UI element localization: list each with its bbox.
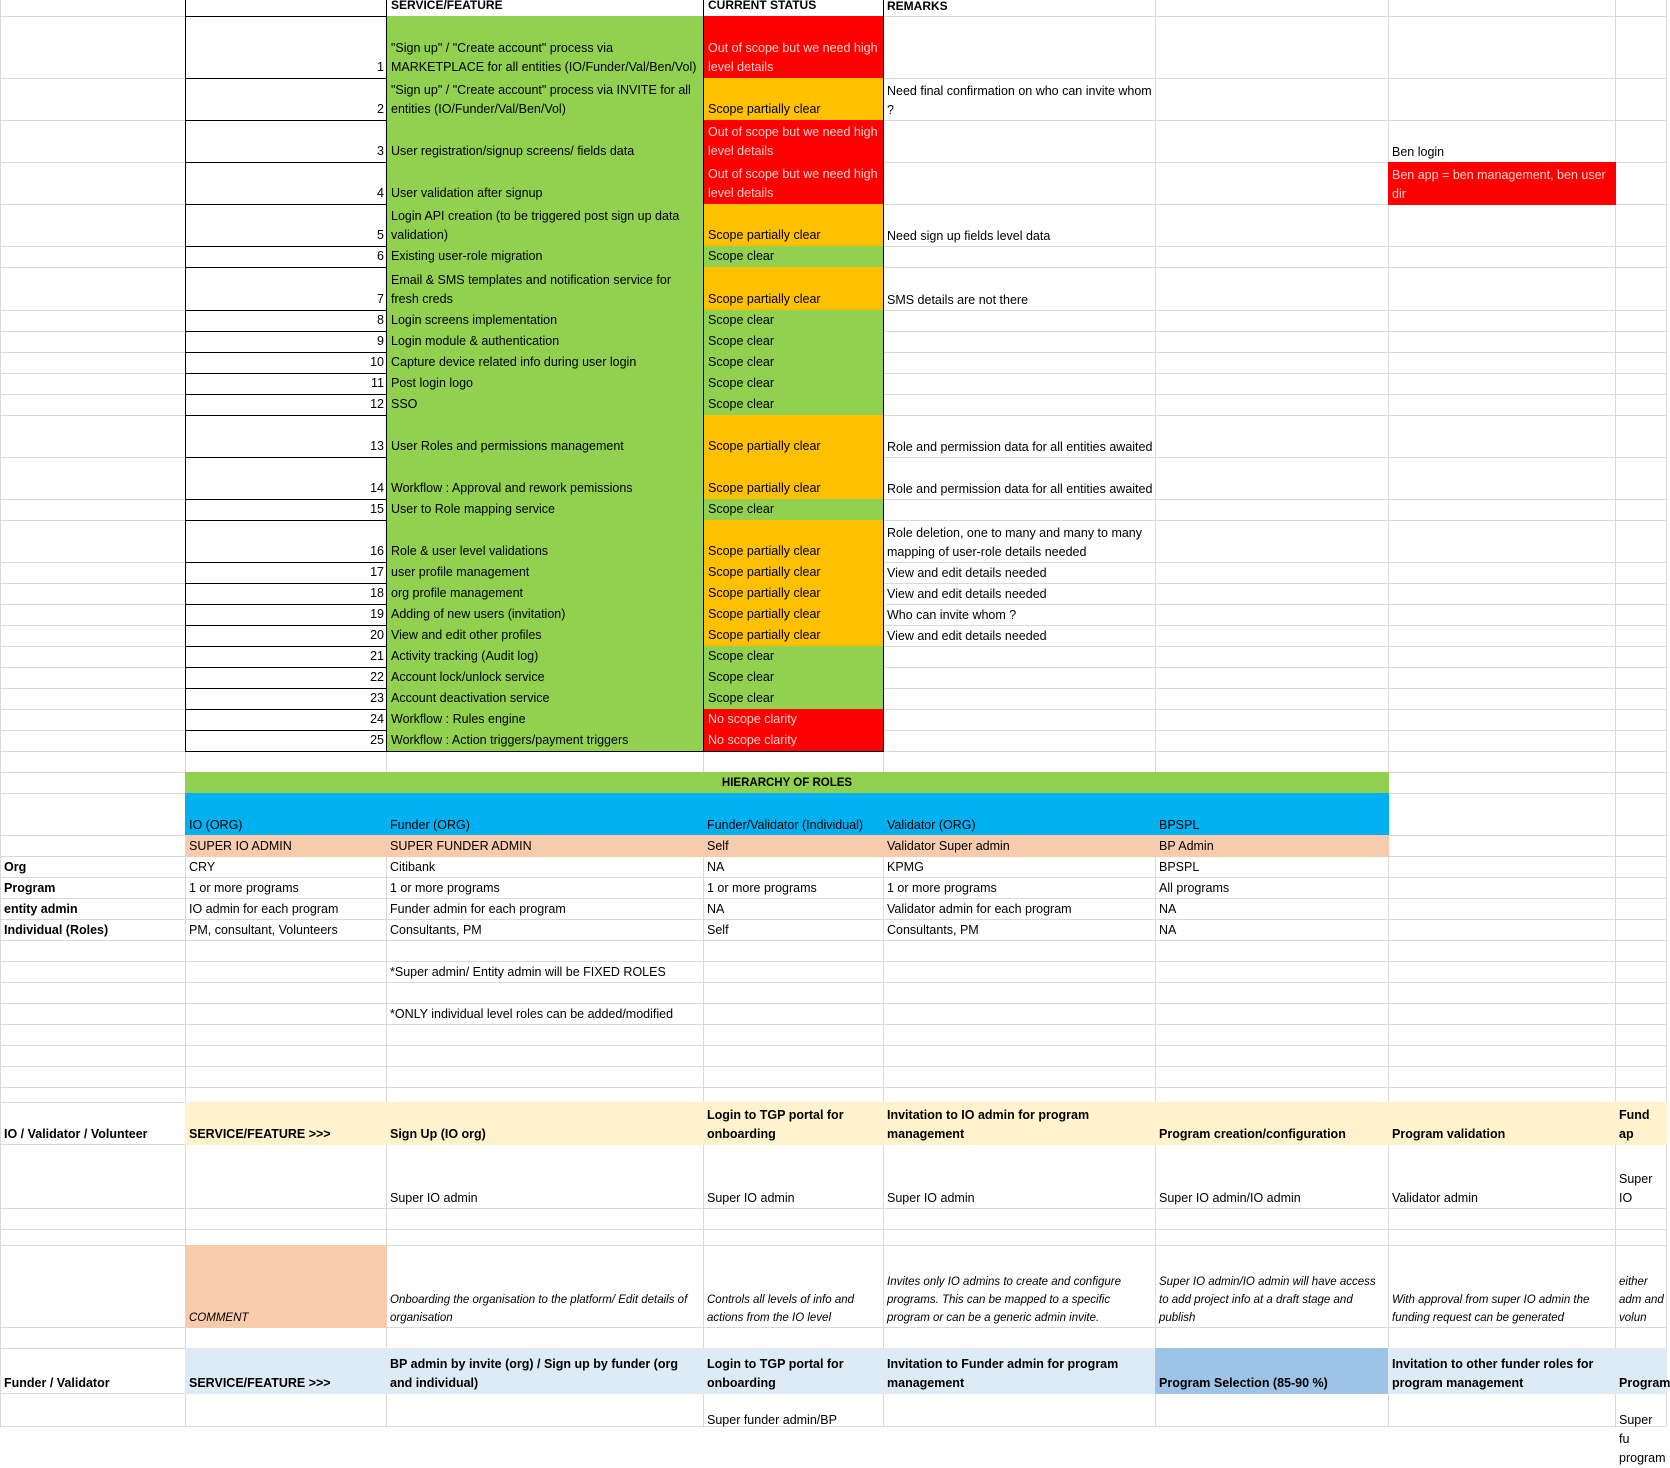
io-step-text: Login to TGP portal for onboarding [707,1108,848,1141]
hierarchy-value-text: PM, consultant, Volunteers [189,923,338,937]
service-cell-text: Role & user level validations [391,544,549,558]
service-cell-text: Workflow : Rules engine [391,712,526,726]
status-cell-text: Out of scope but we need high level details [708,125,882,158]
funder-service-label-text: SERVICE/FEATURE >>> [189,1376,331,1390]
status-cell-text: Scope partially clear [708,544,821,558]
io-actor-text: Validator admin [1392,1191,1478,1205]
status-cell-text: Scope partially clear [708,586,821,600]
io-comment[interactable] [386,1245,704,1328]
table-header-service-text: SERVICE/FEATURE [391,0,503,12]
io-comment-text: Invites only IO admins to create and configure programs. This can be mapped to a specific program or can be a generic admin invite. [887,1276,1125,1324]
admin-header-text: Self [707,839,729,853]
remarks-cell-text: Role and permission data for all entities awaited [887,440,1153,454]
io-actor[interactable] [703,1187,884,1209]
hierarchy-value-text: BPSPL [1159,860,1200,874]
io-step[interactable] [1615,1102,1667,1145]
io-comment[interactable] [1615,1245,1667,1328]
io-comment[interactable] [1388,1245,1616,1328]
io-actor[interactable] [1388,1187,1616,1209]
status-cell-text: No scope clarity [708,733,797,747]
funder-step[interactable] [386,1348,704,1394]
service-cell-text: Capture device related info during user login [391,355,637,369]
io-comment-label[interactable] [185,1245,387,1328]
row-number-text: 10 [370,355,384,369]
hierarchy-value-text: NA [707,860,725,874]
io-actor-text: Super IO [1619,1172,1656,1205]
funder-step[interactable] [703,1348,884,1394]
io-comment-text: Onboarding the organisation to the platform/ Edit details of organisation [390,1294,691,1324]
row-number-text: 2 [377,102,384,116]
hierarchy-note-2-text: *ONLY individual level roles can be added/modified [390,1007,674,1021]
io-step-text: Sign Up (IO org) [390,1127,486,1141]
status-cell-text: Out of scope but we need high level details [708,41,882,74]
io-step-text: Invitation to IO admin for program management [887,1108,1093,1141]
io-comment-label-text: COMMENT [189,1312,249,1324]
io-actor-text: Super IO admin/IO admin [1159,1191,1301,1205]
status-cell-text: Scope partially clear [708,292,821,306]
hierarchy-value-text: Consultants, PM [390,923,482,937]
service-cell-text: User Roles and permissions management [391,439,624,453]
funder-step[interactable] [883,1348,1156,1394]
service-cell-text: Adding of new users (invitation) [391,607,566,621]
funder-step-text: Program [1619,1376,1670,1390]
io-comment[interactable] [883,1245,1156,1328]
row-number-text: 21 [370,649,384,663]
hierarchy-row-label-text: Individual (Roles) [4,923,109,937]
hierarchy-value-text: IO admin for each program [189,902,339,916]
row-number-text: 24 [370,712,384,726]
service-cell-text: Login module & authentication [391,334,560,348]
io-step[interactable] [703,1102,884,1145]
io-step[interactable] [1155,1102,1389,1145]
status-cell-text: No scope clarity [708,712,797,726]
service-cell-text: User validation after signup [391,186,543,200]
row-number-text: 1 [377,60,384,74]
entity-header-text: Validator (ORG) [887,818,976,832]
row-number-text: 4 [377,186,384,200]
row-number-text: 5 [377,228,384,242]
remarks-cell-text: Who can invite whom ? [887,608,1017,622]
hierarchy-row-label-text: Program [4,881,56,895]
status-cell-text: Scope partially clear [708,607,821,621]
service-cell-text: View and edit other profiles [391,628,542,642]
entity-header-text: BPSPL [1159,818,1200,832]
funder-step-text: Invitation to Funder admin for program management [887,1357,1122,1390]
io-step[interactable] [386,1102,704,1145]
hierarchy-value-text: Self [707,923,729,937]
hierarchy-value-text: NA [1159,902,1177,916]
status-cell-text: Scope clear [708,355,775,369]
funder-step-text: Login to TGP portal for onboarding [707,1357,848,1390]
io-flow-label-text: IO / Validator / Volunteer [4,1127,148,1141]
row-number-text: 14 [370,481,384,495]
service-cell-text: Login API creation (to be triggered post sign up data validation) [391,209,683,242]
row-number-text: 11 [371,376,384,390]
remarks-cell-text: Role deletion, one to many and many to many mapping of user-role details needed [887,526,1146,559]
io-actor-text: Super IO admin [707,1191,795,1205]
io-actor[interactable] [1615,1172,1667,1209]
ben-login-note-text: Ben login [1392,145,1445,159]
row-number-text: 8 [377,313,384,327]
io-service-label[interactable] [185,1102,387,1145]
status-cell-text: Scope partially clear [708,565,821,579]
entity-header-text: Funder/Validator (Individual) [707,818,864,832]
io-actor-text: Super IO admin [390,1191,478,1205]
service-cell-text: Post login logo [391,376,474,390]
hierarchy-value-text: NA [707,902,725,916]
service-cell-text: SSO [391,397,418,411]
hierarchy-note-1-text: *Super admin/ Entity admin will be FIXED ROLES [390,965,666,979]
table-header-remarks-text: REMARKS [887,0,948,13]
service-cell-text: Login screens implementation [391,313,558,327]
hierarchy-value-text: Funder admin for each program [390,902,566,916]
status-cell-text: Scope clear [708,670,775,684]
admin-header-text: BP Admin [1159,839,1214,853]
remarks-cell-text: Role and permission data for all entities awaited [887,482,1153,496]
funder-flow-label-text: Funder / Validator [4,1376,110,1390]
funder-actor[interactable] [883,1393,1156,1427]
service-cell-text: Workflow : Action triggers/payment triggers [391,733,629,747]
hierarchy-value-text: NA [1159,923,1177,937]
row-number-text: 3 [377,144,384,158]
service-cell-text: User registration/signup screens/ fields data [391,144,635,158]
row-number-text: 18 [370,586,384,600]
io-comment[interactable] [1155,1245,1389,1328]
funder-actor[interactable] [1155,1393,1389,1427]
hierarchy-value-text: Validator admin for each program [887,902,1072,916]
hierarchy-value-text: Citibank [390,860,436,874]
admin-header-text: Validator Super admin [887,839,1010,853]
service-cell-text: "Sign up" / "Create account" process via INVITE for all entities (IO/Funder/Val/Ben/Vol) [391,83,695,116]
service-cell-text: user profile management [391,565,530,579]
remarks-cell-text: Need final confirmation on who can invite whom ? [887,84,1156,117]
status-cell-text: Scope clear [708,397,775,411]
hierarchy-row-label-text: entity admin [4,902,78,916]
remarks-cell-text: View and edit details needed [887,629,1047,643]
status-cell-text: Scope clear [708,691,775,705]
io-comment-text: Controls all levels of info and actions from the IO level [707,1294,858,1324]
admin-header-text: SUPER FUNDER ADMIN [390,839,532,853]
io-actor[interactable] [883,1187,1156,1209]
io-comment-text: Super IO admin/IO admin will have access to add project info at a draft stage and publish [1159,1276,1379,1324]
io-step-text: Program creation/configuration [1159,1127,1346,1141]
io-actor-text: Super IO admin [887,1191,975,1205]
row-number-text: 17 [370,565,384,579]
funder-step[interactable] [1388,1348,1616,1394]
row-number-text: 13 [370,439,384,453]
admin-header-text: SUPER IO ADMIN [189,839,292,853]
status-cell-text: Scope clear [708,249,775,263]
row-number-text: 16 [370,544,384,558]
io-step-text: Program validation [1392,1127,1506,1141]
io-actor[interactable] [386,1187,704,1209]
status-cell-text: Scope clear [708,649,775,663]
service-cell-text: Existing user-role migration [391,249,543,263]
status-cell-text: Scope partially clear [708,439,821,453]
service-cell-text: Account lock/unlock service [391,670,545,684]
row-number-text: 9 [377,334,384,348]
service-cell-text: Activity tracking (Audit log) [391,649,539,663]
hierarchy-value-text: KPMG [887,860,924,874]
service-cell-text: org profile management [391,586,524,600]
funder-service-label[interactable] [185,1348,387,1394]
ben-app-note-text: Ben app = ben management, ben user dir [1392,168,1610,201]
hierarchy-title-text: HIERARCHY OF ROLES [721,777,853,789]
service-cell-text: User to Role mapping service [391,502,555,516]
funder-actor[interactable] [1388,1393,1616,1427]
funder-step-text: Program Selection (85-90 %) [1159,1376,1328,1390]
row-number-text: 7 [377,292,384,306]
status-cell-text: Scope clear [708,334,775,348]
row-number-text: 20 [370,628,384,642]
remarks-cell-text: View and edit details needed [887,566,1047,580]
remarks-cell-text: Need sign up fields level data [887,229,1051,243]
funder-actor-text: Super funder admin/BP [707,1413,837,1427]
service-cell-text: Email & SMS templates and notification service for fresh creds [391,273,675,306]
status-cell-text: Scope clear [708,502,775,516]
service-cell-text: "Sign up" / "Create account" process via MARKETPLACE for all entities (IO/Funder/Val/Ben/Vol) [391,41,697,74]
row-number-text: 12 [370,397,384,411]
io-comment-text: either adm and volun [1619,1276,1667,1324]
funder-step[interactable] [1615,1348,1670,1394]
row-number-text: 22 [370,670,384,684]
hierarchy-value-text: 1 or more programs [707,881,817,895]
io-service-label-text: SERVICE/FEATURE >>> [189,1127,331,1141]
row-number-text: 25 [370,733,384,747]
funder-actor-text: Super fu program [1619,1413,1666,1465]
entity-header-text: Funder (ORG) [390,818,470,832]
remarks-cell-text: View and edit details needed [887,587,1047,601]
service-cell-text: Workflow : Approval and rework pemissions [391,481,633,495]
status-cell-text: Scope clear [708,313,775,327]
hierarchy-value-text: 1 or more programs [887,881,997,895]
funder-actor[interactable] [1615,1393,1667,1465]
hierarchy-value-text: CRY [189,860,216,874]
funder-flow-label[interactable] [0,1348,186,1394]
status-cell-text: Scope partially clear [708,228,821,242]
remarks-cell-text: SMS details are not there [887,293,1029,307]
row-number-text: 6 [377,249,384,263]
status-cell-text: Scope clear [708,376,775,390]
funder-step-text: BP admin by invite (org) / Sign up by funder (org and individual) [390,1357,682,1390]
io-step[interactable] [1388,1102,1616,1145]
io-comment[interactable] [703,1245,884,1328]
io-step[interactable] [883,1102,1156,1145]
funder-actor[interactable] [703,1393,884,1427]
status-cell-text: Scope partially clear [708,628,821,642]
status-cell-text: Scope partially clear [708,481,821,495]
io-flow-label[interactable] [0,1102,186,1145]
io-actor[interactable] [1155,1187,1389,1209]
status-cell-text: Out of scope but we need high level details [708,167,882,200]
hierarchy-value-text: 1 or more programs [390,881,500,895]
service-cell-text: Account deactivation service [391,691,550,705]
io-step-text: Fund ap [1619,1108,1654,1141]
funder-actor[interactable] [386,1393,704,1427]
hierarchy-row-label-text: Org [4,860,27,874]
io-comment-text: With approval from super IO admin the funding request can be generated [1392,1294,1593,1324]
row-number-text: 15 [370,502,384,516]
funder-step-text: Invitation to other funder roles for program management [1392,1357,1597,1390]
row-number-text: 23 [370,691,384,705]
hierarchy-value-text: 1 or more programs [189,881,299,895]
entity-header-text: IO (ORG) [189,818,243,832]
table-header-status-text: CURRENT STATUS [708,0,817,12]
row-number-text: 19 [370,607,384,621]
hierarchy-value-text: Consultants, PM [887,923,979,937]
funder-step[interactable] [1155,1348,1389,1394]
hierarchy-value-text: All programs [1159,881,1230,895]
status-cell-text: Scope partially clear [708,102,821,116]
